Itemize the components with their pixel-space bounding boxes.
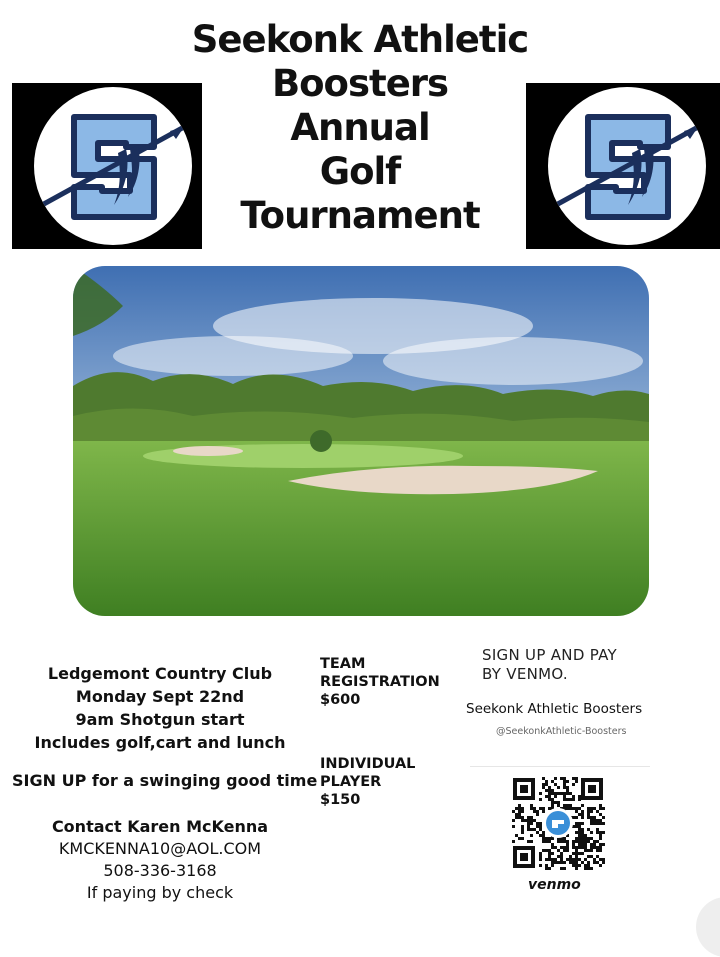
venmo-account-name: Seekonk Athletic Boosters [466,701,643,717]
contact-heading: Contact Karen McKenna [51,817,269,836]
logo-right [526,83,720,249]
title-line: Seekonk Athletic [191,18,529,61]
team-label-1: TEAM [320,656,366,672]
event-details [0,662,320,754]
event-date: Monday Sept 22nd [75,687,245,706]
team-label-2: REGISTRATION [320,674,440,690]
venmo-logo: venmo [528,877,581,893]
title-line: Boosters [271,62,449,105]
logo-left [12,83,202,249]
pricing [320,655,460,809]
check-note: If paying by check [86,883,234,902]
title-line: Tournament [240,194,480,237]
venmo-handle: @SeekonkAthletic-Boosters [496,726,627,737]
golf-course-photo [73,266,649,616]
payment-info [466,646,656,737]
flyer-title [160,18,560,238]
individual-price: $150 [320,792,361,808]
contact-phone[interactable]: 508-336-3168 [103,861,217,880]
venmo-qr-code-icon[interactable] [511,776,605,870]
seekonk-logo-icon [34,87,192,245]
seekonk-logo-icon [548,87,706,245]
start-time: 9am Shotgun start [75,710,245,729]
title-line: Annual [290,106,430,149]
team-price: $600 [320,692,361,708]
venue: Ledgemont Country Club [47,664,273,683]
individual-label-2: PLAYER [320,774,382,790]
page-corner [696,897,720,957]
pay-line-1: SIGN UP AND PAY [482,646,617,664]
divider [470,766,650,767]
contact-block [0,815,320,904]
title-line: Golf [319,150,401,193]
includes: Includes golf,cart and lunch [34,733,286,752]
pay-line-2: BY VENMO. [482,665,568,683]
individual-label-1: INDIVIDUAL [320,756,416,772]
contact-email[interactable]: KMCKENNA10@AOL.COM [58,839,262,858]
signup-tagline: SIGN UP for a swinging good time [12,771,318,790]
